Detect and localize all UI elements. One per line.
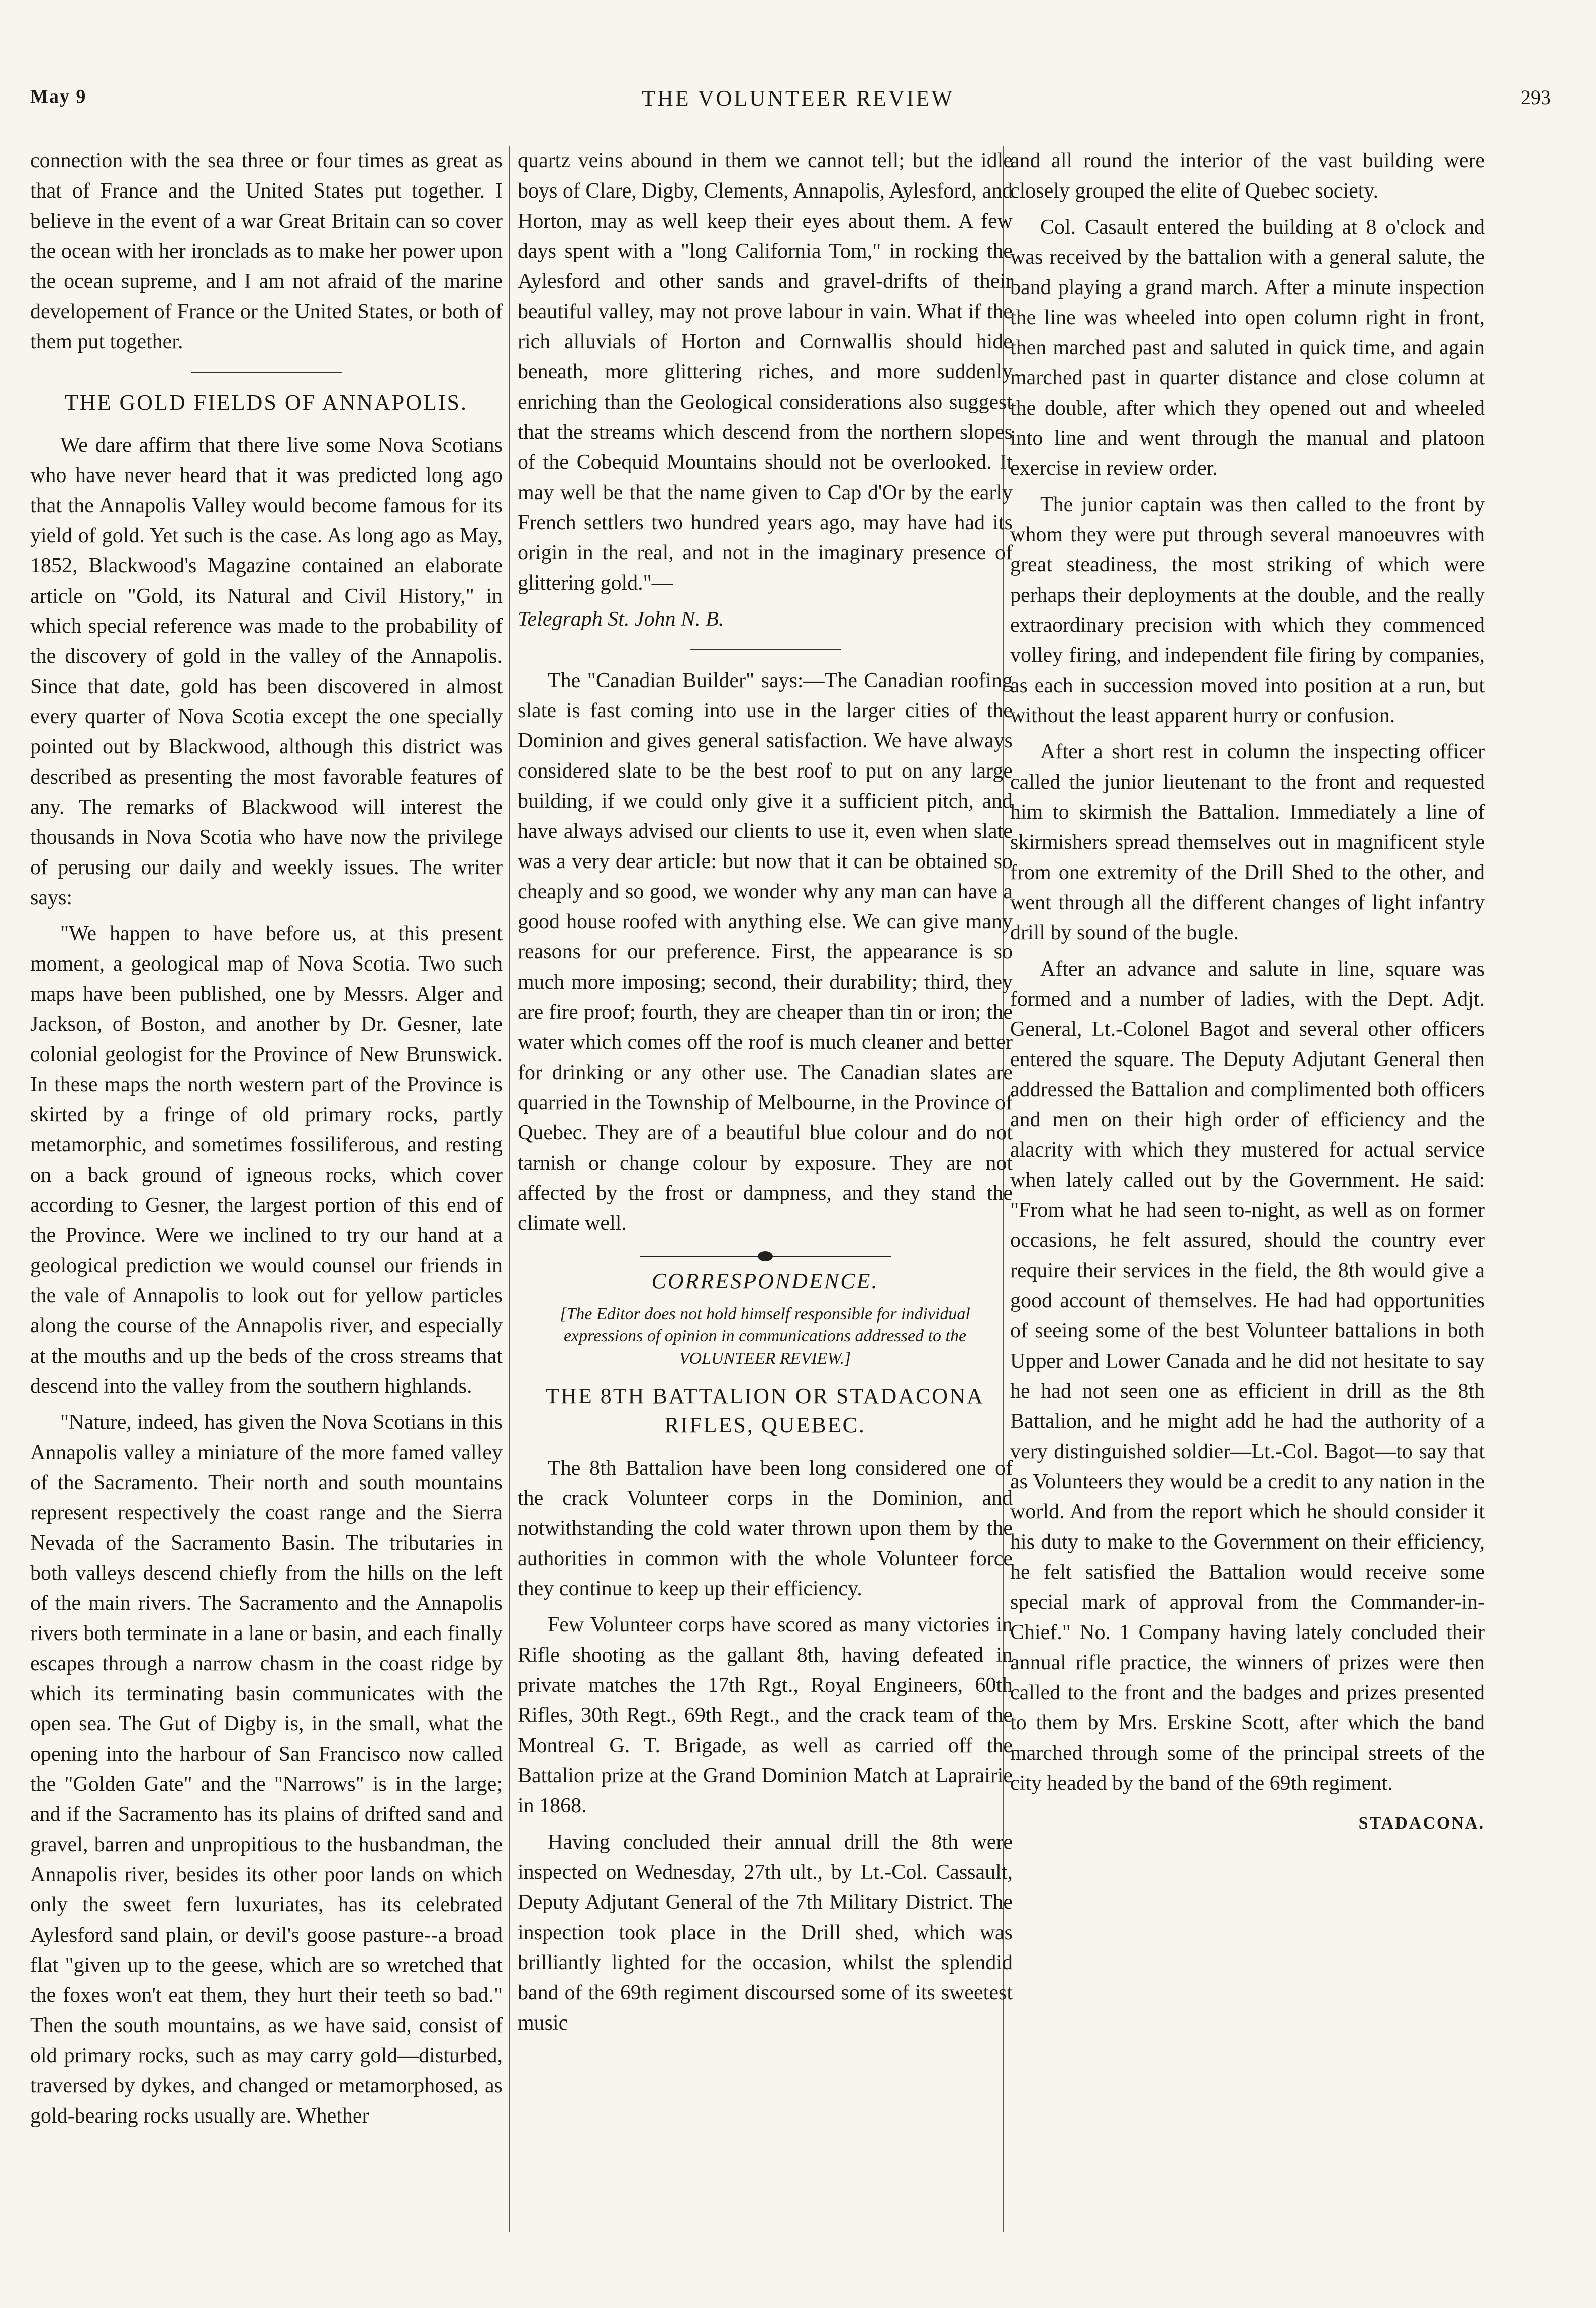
article-paragraph: The "Canadian Builder" says:—The Canadian roofing slate is fast coming into use in the larger cities of the Dominion and gives general satisfaction. We have always considered slate to be the best roof to put on any large building, if we could only give it a sufficient pitch, and have always advised our clients to use it, even when slate was a very dear article: but now that it can be obtained so cheaply and so good, we wonder why any man can have a good house roofed with anything else. We can give many reasons for our preference. First, the appearance is so much more imposing; second, their durability; third, they are fire proof; fourth, they are cheaper than tin or iron; the water which comes off the roof is much cleaner and better for drinking or any other use. The Canadian slates are quarried in the Township of Melbourne, in the Province of Quebec. They are of a beautiful blue colour and do not tarnish or change colour by exposure. They are not affected by the frost or dampness, and they stand the climate well. [518,669,1013,1235]
article-citation: Telegraph St. John N. B. [518,608,724,631]
article-paragraph: "Nature, indeed, has given the Nova Scotians in this Annapolis valley a miniature of the more famed valley of the Sacramento. Their north and south mountains represent respectively the coast range and the Sierra Nevada of the Sacramento Basin. The tributaries in both valleys descend chiefly from the hills on the left of the main rivers. The Sacramento and the Annapolis rivers both terminate in a lane or basin, and each finally escapes through a narrow chasm in the coast ridge by which its terminating basin communicates with the open sea. The Gut of Digby is, in the small, what the opening into the harbour of San Francisco now called the "Golden Gate" and the "Narrows" is in the large; and if the Sacramento has its plains of drifted sand and gravel, barren and unpropitious to the husbandman, the Annapolis river, besides its other poor lands on which only the sweet fern luxuriates, has its celebrated Aylesford sand plain, or devil's goose pasture--a broad flat "given up to the geese, which are so wretched that the foxes won't eat them, they hurt their teeth so bad." Then the south mountains, as we have said, consist of old primary rocks, such as may carry gold—disturbed, traversed by dykes, and changed or metamorphosed, as gold-bearing rocks usually are. Whether [30,1411,503,2128]
article-title-8th-battalion: THE 8TH BATTALION OR STADACONA RIFLES, QUEBEC. [546,1384,984,1437]
page-header [30,85,1566,126]
article-paragraph: and all round the interior of the vast building were closely grouped the elite of Quebec society. [1010,149,1485,203]
article-paragraph: After an advance and salute in line, square was formed and a number of ladies, with the Dept. Adjt. General, Lt.-Colonel Bagot and several other officers entered the square. The Deputy Adjutant General then addressed the Battalion and complimented both officers and men on their high order of efficiency and the alacrity with which they mustered for actual service when lately called out by the Government. He said: "From what he had seen to-night, as well as on former occasions, he felt assured, should the country ever require their services in the field, the 8th would give a good account of themselves. He had had opportunities of seeing some of the best Volunteer battalions in both Upper and Lower Canada and he did not hesitate to say he had not seen one as efficient in drill as the 8th Battalion, and he might add he had the authority of a very distinguished soldier—Lt.-Col. Bagot—to say that as Volunteers they would be a credit to any nation in the world. And from the report which he should consider it his duty to make to the Government on their efficiency, he felt satisfied the Battalion would receive some special mark of approval from the Commander-in-Chief." No. 1 Company having lately concluded their annual rifle practice, the winners of prizes were then called to the front and the badges and prizes presented to them by Mrs. Erskine Scott, after which the band marched through some of the principal streets of the city headed by the band of the 69th regiment. [1010,957,1485,1795]
column-divider [509,146,510,2232]
article-paragraph: quartz veins abound in them we cannot tell; but the idle boys of Clare, Digby, Clements, Annapolis, Aylesford, and Horton, may as well keep their eyes about them. A few days spent with a "long California Tom," in rocking the Aylesford and other sands and gravel-drifts of their beautiful valley, may not prove labour in vain. What if the rich alluvials of Horton and Cornwallis should hide beneath, more glittering riches, and more suddenly enriching than the Geological considerations also suggest that the streams which descend from the northern slopes of the Cobequid Mountains should not be overlooked. It may well be that the name given to Cap d'Or by the early French settlers two hundred years ago, may have had its origin in the real, and not in the imaginary presence of glittering gold."— [518,149,1013,595]
editor-disclaimer: [The Editor does not hold himself responsible for individual expressions of opinion in communications addressed to the VOLUNTEER REVIEW.] [560,1305,970,1368]
correspondence-heading: CORRESPONDENCE. [651,1269,879,1293]
section-divider [191,372,342,373]
article-paragraph: "We happen to have before us, at this present moment, a geological map of Nova Scotia. Two such maps have been published, one by Messrs. Alger and Jackson, of Boston, and another by Dr. Gesner, late colonial geologist for the Province of New Brunswick. In these maps the north western part of the Province is skirted by a fringe of old primary rocks, partly metamorphic, and sometimes fossiliferous, and resting on a back ground of igneous rocks, which cover according to Gesner, the largest portion of this end of the Province. Were we inclined to try our hand at a geological prediction we would counsel our friends in the vale of Annapolis to look out for yellow particles along the course of the Annapolis river, and especially at the mouths and up the beds of the cross streams that descend into the valley from the southern highlands. [30,922,503,1398]
article-paragraph: connection with the sea three or four times as great as that of France and the United States put together. I believe in the event of a war Great Britain can so cover the ocean with her ironclads as to make her power upon the ocean supreme, and I am not afraid of the marine developement of France or the United States, or both of them put together. [30,149,503,353]
column-2 [518,146,1013,2044]
article-paragraph: After a short rest in column the inspecting officer called the junior lieutenant to the front and requested him to skirmish the Battalion. Immediately a line of skirmishers spread themselves out in magnificent style from one extremity of the Drill Shed to the other, and went through all the different changes of light infantry drill by sound of the bugle. [1010,740,1485,944]
ornamental-divider [640,1256,891,1257]
page-number: 293 [1521,86,1551,109]
article-paragraph: The 8th Battalion have been long considered one of the crack Volunteer corps in the Dominion, and notwithstanding the cold water thrown upon them by the authorities in common with the whole Volunteer force they continue to keep up their efficiency. [518,1457,1013,1600]
article-paragraph: Having concluded their annual drill the 8th were inspected on Wednesday, 27th ult., by Lt.-Col. Cassault, Deputy Adjutant General of the 7th Military District. The inspection took place in the Drill shed, which was brilliantly lighted for the occasion, whilst the splendid band of the 69th regiment discoursed some of its sweetest music [518,1831,1013,2035]
column-3 [1010,146,1485,1839]
article-paragraph: Few Volunteer corps have scored as many victories in Rifle shooting as the gallant 8th, having defeated in private matches the 17th Rgt., Royal Engineers, 60th Rifles, 30th Regt., 69th Regt., and the crack team of the Montreal G. T. Brigade, as well as carried off the Battalion prize at the Grand Dominion Match at Laprairie in 1868. [518,1613,1013,1817]
section-divider [690,649,841,650]
article-paragraph: The junior captain was then called to the front by whom they were put through several manoeuvres with great steadiness, the most striking of which were perhaps their deployments at the double, and the really extraordinary precision with which they commenced volley firing, and independent file firing by companies, as each in succession moved into position at a run, but without the least apparent hurry or confusion. [1010,493,1485,727]
column-1 [30,146,503,2137]
issue-date: May 9 [30,86,87,107]
author-signature: STADACONA. [1358,1814,1485,1833]
article-title-gold-fields: THE GOLD FIELDS OF ANNAPOLIS. [64,390,468,415]
publication-title: THE VOLUNTEER REVIEW [642,86,954,111]
article-paragraph: We dare affirm that there live some Nova Scotians who have never heard that it was predicted long ago that the Annapolis Valley would become famous for its yield of gold. Yet such is the case. As long ago as May, 1852, Blackwood's Magazine contained an elaborate article on "Gold, its Natural and Civil History," in which special reference was made to the probability of the discovery of gold in the valley of the Annapolis. Since that date, gold has been discovered in almost every quarter of Nova Scotia except the one specially pointed out by Blackwood, although this district was described as presenting the most favorable features of any. The remarks of Blackwood will interest the thousands in Nova Scotia who have now the privilege of perusing our daily and weekly issues. The writer says: [30,434,503,909]
article-paragraph: Col. Casault entered the building at 8 o'clock and was received by the battalion with a general salute, the band playing a grand march. After a minute inspection the line was wheeled into open column right in front, then marched past and saluted in quick time, and again marched past in quarter distance and close column at the double, after which they opened out and wheeled into line and went through the manual and platoon exercise in review order. [1010,216,1485,480]
